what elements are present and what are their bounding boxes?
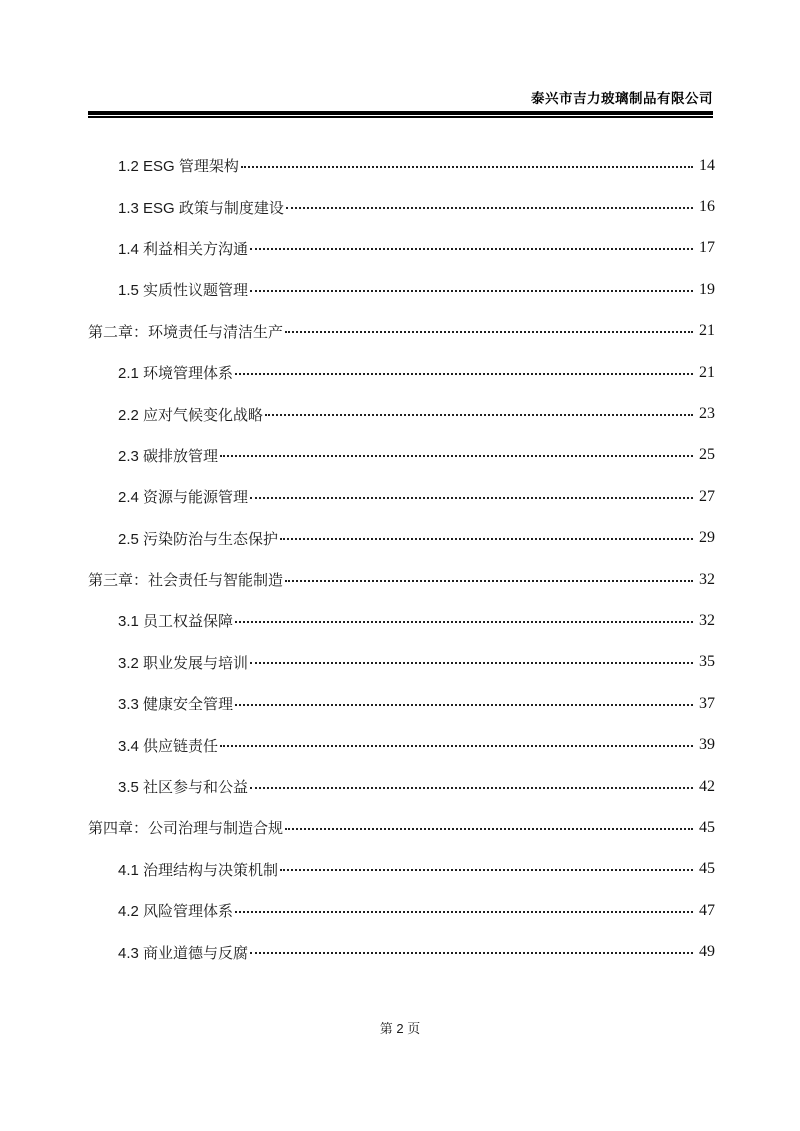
toc-entry-page: 49	[699, 943, 715, 961]
toc-entry	[88, 559, 715, 600]
dot-leader	[235, 911, 693, 913]
toc-entry-page: 27	[699, 487, 715, 505]
toc-entry-page: 32	[699, 570, 715, 588]
toc-entry	[88, 931, 715, 972]
dot-leader	[285, 828, 693, 830]
toc-entry	[88, 186, 715, 227]
toc-entry	[88, 683, 715, 724]
toc-entry-label: 2.4 资源与能源管理	[118, 489, 249, 507]
toc-entry-page: 32	[699, 611, 715, 629]
toc-entry-page: 19	[699, 280, 715, 298]
dot-leader	[280, 869, 693, 871]
header-divider-rule	[88, 111, 713, 118]
toc-entry-label: 1.4 利益相关方沟通	[118, 240, 249, 258]
toc-entry-label: 1.2 ESG 管理架构	[118, 158, 239, 176]
toc-entry	[88, 890, 715, 931]
dot-leader	[285, 331, 693, 333]
toc-entry-page: 39	[699, 736, 715, 754]
toc-entry	[88, 352, 715, 393]
toc-entry	[88, 393, 715, 434]
toc-entry	[88, 269, 715, 310]
dot-leader	[250, 497, 693, 499]
toc-entry	[88, 518, 715, 559]
dot-leader	[250, 290, 693, 292]
toc-entry-page: 21	[699, 363, 715, 381]
toc-entry-label: 2.5 污染防治与生态保护	[118, 530, 279, 548]
toc-entry-label: 3.4 供应链责任	[118, 737, 219, 755]
toc-entry-page: 17	[699, 239, 715, 257]
dot-leader	[235, 373, 693, 375]
toc-entry-page: 16	[699, 198, 715, 216]
toc-entry-label: 第二章：环境责任与清洁生产	[88, 323, 284, 341]
toc-entry-label: 第三章：社会责任与智能制造	[88, 572, 284, 590]
toc-entry-page: 47	[699, 901, 715, 919]
toc-entry	[88, 849, 715, 890]
toc-entry-page: 45	[699, 860, 715, 878]
toc-entry-label: 1.5 实质性议题管理	[118, 282, 249, 300]
toc-entry-page: 29	[699, 529, 715, 547]
toc-entry	[88, 311, 715, 352]
toc-entry	[88, 724, 715, 765]
dot-leader	[220, 745, 693, 747]
header-company-name: 泰兴市吉力玻璃制品有限公司	[531, 91, 713, 106]
toc-entry-label: 1.3 ESG 政策与制度建设	[118, 199, 284, 217]
toc-entry-label: 第四章：公司治理与制造合规	[88, 820, 284, 838]
toc-entry	[88, 476, 715, 517]
dot-leader	[265, 414, 693, 416]
dot-leader	[285, 580, 693, 582]
toc-entry-label: 2.2 应对气候变化战略	[118, 406, 264, 424]
page-number-footer: 第 2 页	[379, 1021, 421, 1036]
dot-leader	[280, 538, 693, 540]
toc-entry-page: 14	[699, 156, 715, 174]
dot-leader	[241, 166, 693, 168]
toc-entry-page: 37	[699, 694, 715, 712]
toc-entry-label: 4.3 商业道德与反腐	[118, 944, 249, 962]
dot-leader	[235, 704, 693, 706]
dot-leader	[250, 787, 693, 789]
toc-entry	[88, 766, 715, 807]
dot-leader	[250, 248, 693, 250]
toc-entry	[88, 642, 715, 683]
dot-leader	[220, 455, 693, 457]
toc-entry-label: 3.3 健康安全管理	[118, 696, 234, 714]
toc-entry-page: 42	[699, 777, 715, 795]
toc-entry-page: 21	[699, 322, 715, 340]
toc-entry-label: 4.2 风险管理体系	[118, 903, 234, 921]
dot-leader	[235, 621, 693, 623]
toc-entry	[88, 145, 715, 186]
toc-entry	[88, 435, 715, 476]
toc-entry	[88, 807, 715, 848]
toc-entry-label: 2.1 环境管理体系	[118, 365, 234, 383]
toc-entry-label: 4.1 治理结构与决策机制	[118, 861, 279, 879]
toc-entry-label: 3.5 社区参与和公益	[118, 779, 249, 797]
toc-entry-page: 35	[699, 653, 715, 671]
dot-leader	[250, 662, 693, 664]
toc-entry-page: 23	[699, 405, 715, 423]
dot-leader	[286, 207, 693, 209]
toc-entry-label: 3.2 职业发展与培训	[118, 654, 249, 672]
toc-list	[88, 145, 715, 973]
toc-entry-page: 25	[699, 446, 715, 464]
dot-leader	[250, 952, 693, 954]
toc-entry	[88, 600, 715, 641]
toc-entry	[88, 228, 715, 269]
toc-entry-page: 45	[699, 818, 715, 836]
toc-entry-label: 2.3 碳排放管理	[118, 447, 219, 465]
toc-entry-label: 3.1 员工权益保障	[118, 613, 234, 631]
